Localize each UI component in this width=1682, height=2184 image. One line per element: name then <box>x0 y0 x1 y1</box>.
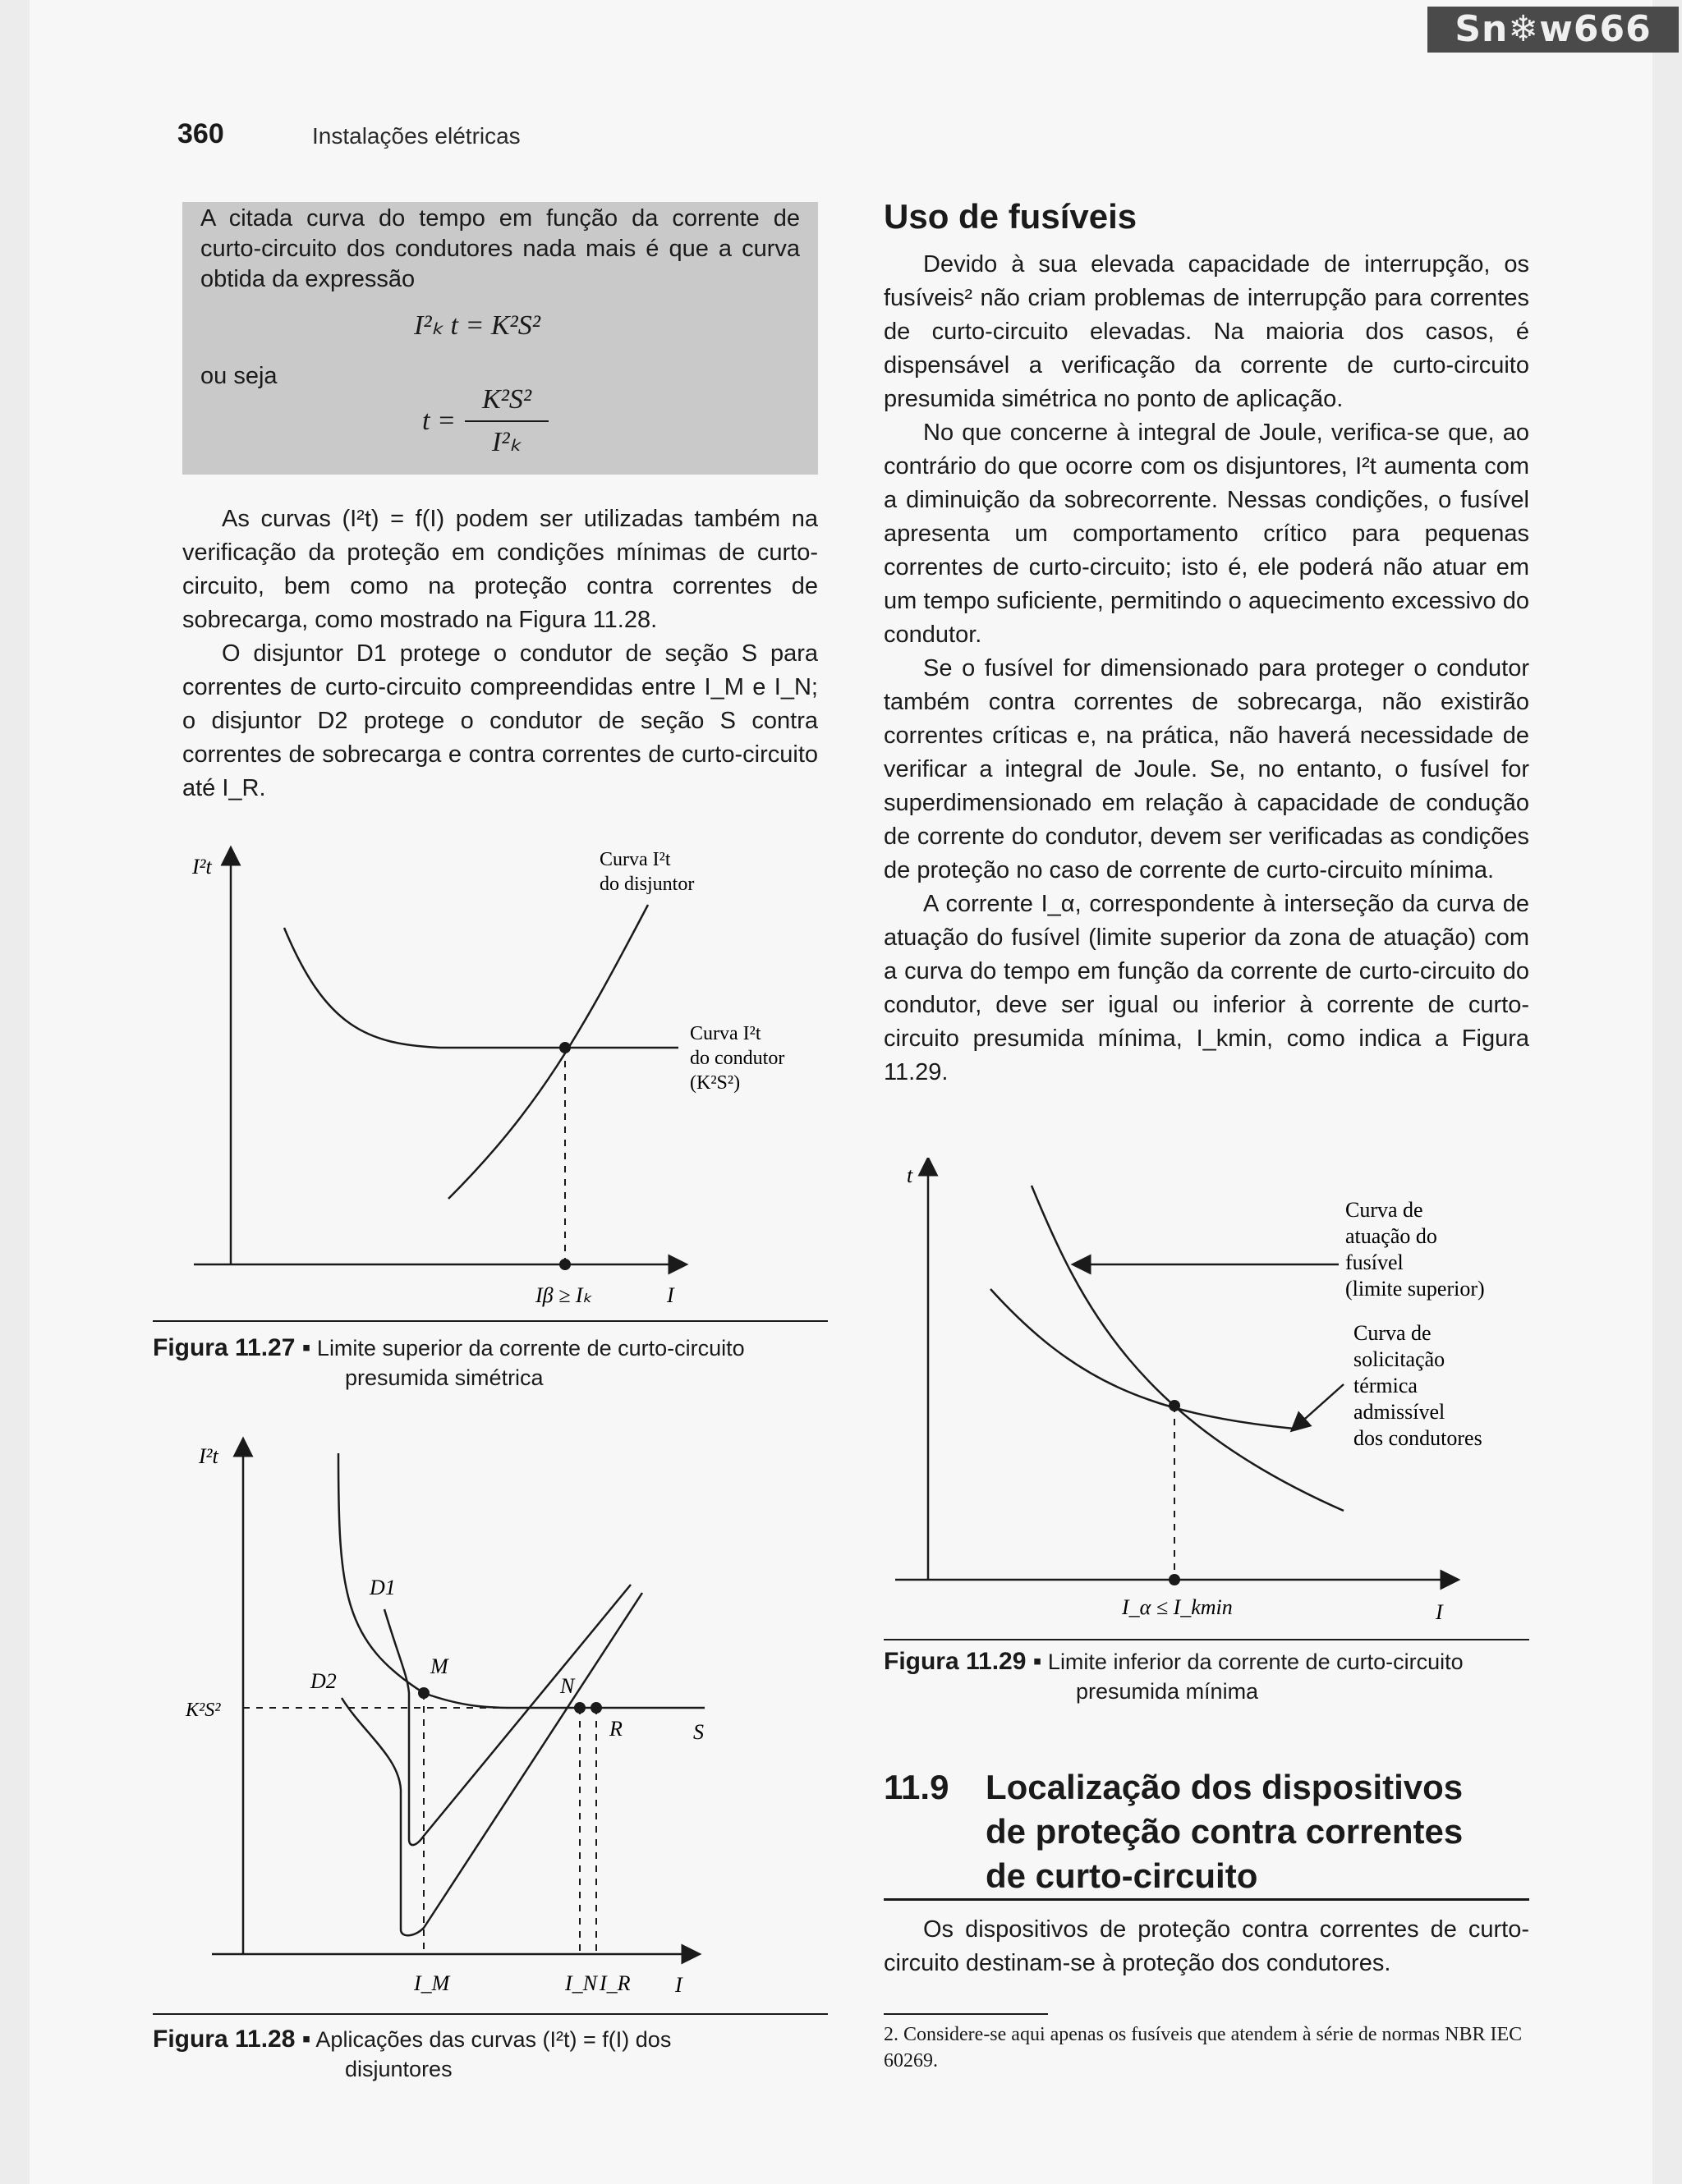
highlight-box <box>182 202 818 475</box>
fig28-d2-curve <box>342 1593 642 1935</box>
box-ou-seja: ou seja <box>200 363 278 389</box>
box-eq2-denominator: I²ₖ <box>492 427 522 457</box>
fig28-caption <box>153 2025 828 2084</box>
fig29-y-label: t <box>907 1163 913 1187</box>
right-column-text <box>884 248 1529 1090</box>
fig29-fuse-label-4: (limite superior) <box>1345 1277 1485 1301</box>
fig29-caption-line-2: presumida mínima <box>1076 1679 1259 1704</box>
fig29-axis-point <box>1169 1574 1180 1585</box>
fig28-r-label: R <box>609 1717 623 1741</box>
left-paragraph-1: As curvas (I²t) = f(I) podem ser utilizadas também na verificação da proteção em condições mínimas de curto-circuito, bem como na proteção contra correntes de sobrecarga, como mostrado na Figura 11.28. <box>182 506 818 633</box>
figure-11-27 <box>153 837 826 1314</box>
fig27-x-label: I <box>667 1283 674 1307</box>
fig27-breaker-label-2: do disjuntor <box>600 874 695 895</box>
fig29-thermal-label-4: admissível <box>1353 1400 1445 1424</box>
fig27-caption <box>153 1333 828 1393</box>
fig28-caption-rule <box>153 2013 828 2015</box>
fig28-n-label: N <box>560 1674 575 1698</box>
fig29-fuse-curve <box>1032 1186 1344 1511</box>
fig27-axis-point <box>559 1259 571 1270</box>
heading-uso-de-fusiveis: Uso de fusíveis <box>884 197 1137 236</box>
fig29-thermal-curve <box>990 1289 1294 1429</box>
fig28-caption-line-1: Aplicações das curvas (I²t) = f(I) dos <box>315 2027 672 2052</box>
fig27-caption-label: Figura 11.27 ▪ <box>153 1334 311 1361</box>
fig29-caption-label: Figura 11.29 ▪ <box>884 1648 1042 1675</box>
fig29-fuse-label-2: atuação do <box>1345 1224 1437 1248</box>
section-rule <box>884 1898 1529 1901</box>
fig27-y-label: I²t <box>192 855 212 879</box>
box-intro: A citada curva do tempo em função da corrente de curto-circuito dos condutores nada mais é que a curva obtida da expressão <box>200 205 800 292</box>
fig28-caption-line-2: disjuntores <box>345 2057 453 2081</box>
fig27-breaker-label-1: Curva I²t <box>600 849 671 870</box>
fig28-d2-label: D2 <box>310 1669 337 1693</box>
fig27-caption-line-2: presumida simétrica <box>345 1365 544 1390</box>
section-number: 11.9 <box>884 1768 949 1806</box>
fig28-im-label: I_M <box>414 1971 450 1995</box>
section-body <box>884 1913 1529 1980</box>
right-paragraph-4: A corrente I_α, correspondente à interseção da curva de atuação do fusível (limite superior da zona de atuação) com a curva do tempo em função da corrente de curto-circuito do condutor, deve ser igual ou inferior à corrente de curto-circuito presumida mínima, I_kmin, como indica a Figura 11.29. <box>884 891 1529 1085</box>
fig29-thermal-arrow <box>1298 1384 1344 1425</box>
fig29-x-label: I <box>1436 1600 1443 1624</box>
fig28-caption-label: Figura 11.28 ▪ <box>153 2026 311 2053</box>
box-equation-1: I²ₖ t = K²S² <box>414 310 540 341</box>
left-column-text <box>182 502 818 805</box>
fig29-fuse-label-1: Curva de <box>1345 1198 1423 1222</box>
fig28-d1-label: D1 <box>370 1576 396 1599</box>
fig29-thermal-label-3: térmica <box>1353 1374 1418 1397</box>
figure-11-29 <box>875 1158 1541 1634</box>
box-eq2-numerator: K²S² <box>481 384 532 415</box>
footnote-rule <box>884 2013 1048 2015</box>
fig27-conductor-curve <box>284 928 678 1048</box>
running-header: Instalações elétricas <box>312 123 521 149</box>
fig27-conductor-label-1: Curva I²t <box>690 1023 761 1044</box>
section-paragraph: Os dispositivos de proteção contra correntes de curto-circuito destinam-se à proteção dos condutores. <box>884 1916 1529 1976</box>
fig28-in-label: I_N <box>565 1971 597 1995</box>
fig28-x-label: I <box>675 1973 682 1997</box>
fig29-caption <box>884 1647 1529 1706</box>
fig29-caption-line-1: Limite inferior da corrente de curto-circuito <box>1047 1649 1464 1674</box>
left-paragraph-2: O disjuntor D1 protege o condutor de seção S para correntes de curto-circuito compreendidas entre I_M e I_N; o disjuntor D2 protege o condutor de seção S contra correntes de sobrecarga e contra correntes de curto-circuito até I_R. <box>182 640 818 801</box>
fig28-s-label: S <box>693 1720 704 1744</box>
fig27-caption-rule <box>153 1320 828 1322</box>
fig28-ir-label: I_R <box>600 1971 631 1995</box>
right-paragraph-3: Se o fusível for dimensionado para proteger o condutor também contra correntes de sobrecarga, não existirão correntes críticas e, na prática, não haverá necessidade de verificar a integral de Joule. Se, no entanto, o fusível for superdimensionado em relação à capacidade de condução de corrente do condutor, devem ser verificadas as condições de proteção no caso de corrente de curto-circuito mínima. <box>884 655 1529 883</box>
footnote: 2. Considere-se aqui apenas os fusíveis que atendem à série de normas NBR IEC 60269. <box>884 2024 1523 2072</box>
watermark: Sn❄w666 <box>1427 7 1679 53</box>
fig28-m-label: M <box>430 1654 448 1678</box>
right-paragraph-1: Devido à sua elevada capacidade de interrupção, os fusíveis² não criam problemas de interrupção para correntes de curto-circuito elevadas. Na maioria dos casos, é dispensável a verificação da corrente de curto-circuito presumida simétrica no ponto de aplicação. <box>884 251 1529 412</box>
fig27-conductor-label-2: do condutor <box>690 1048 785 1069</box>
fig28-y-label: I²t <box>199 1444 218 1468</box>
section-title: Localização dos dispositivos de proteção contra correntes de curto-circuito <box>986 1768 1464 1895</box>
fig28-d1-curve <box>384 1585 631 1845</box>
fig27-x-point-label: Iβ ≥ Iₖ <box>535 1283 592 1307</box>
fig29-thermal-label-2: solicitação <box>1353 1347 1445 1371</box>
fig27-breaker-curve <box>448 905 648 1199</box>
fig29-x-point-label: I_α ≤ I_kmin <box>1122 1595 1233 1619</box>
box-eq2-lhs: t = <box>422 406 456 436</box>
page-number: 360 <box>177 118 224 149</box>
fig27-caption-line-1: Limite superior da corrente de curto-circuito <box>316 1336 745 1360</box>
right-paragraph-2: No que concerne à integral de Joule, verifica-se que, ao contrário do que ocorre com os disjuntores, I²t aumenta com a diminuição da sobrecorrente. Nessas condições, o fusível apresenta um comportamento crítico para pequenas correntes de curto-circuito; isto é, ele poderá não atuar em um tempo suficiente, permitindo o aquecimento excessivo do condutor. <box>884 420 1529 648</box>
fig29-fuse-label-3: fusível <box>1345 1250 1404 1274</box>
fig27-conductor-label-3: (K²S²) <box>690 1072 741 1094</box>
figure-11-28 <box>153 1429 826 2003</box>
book-page <box>30 0 1652 2184</box>
fraction-bar <box>465 420 549 422</box>
fig28-k-label: K²S² <box>186 1700 221 1721</box>
fig29-thermal-label-5: dos condutores <box>1353 1426 1482 1450</box>
fig29-thermal-label-1: Curva de <box>1353 1321 1432 1345</box>
fig29-caption-rule <box>884 1639 1529 1640</box>
